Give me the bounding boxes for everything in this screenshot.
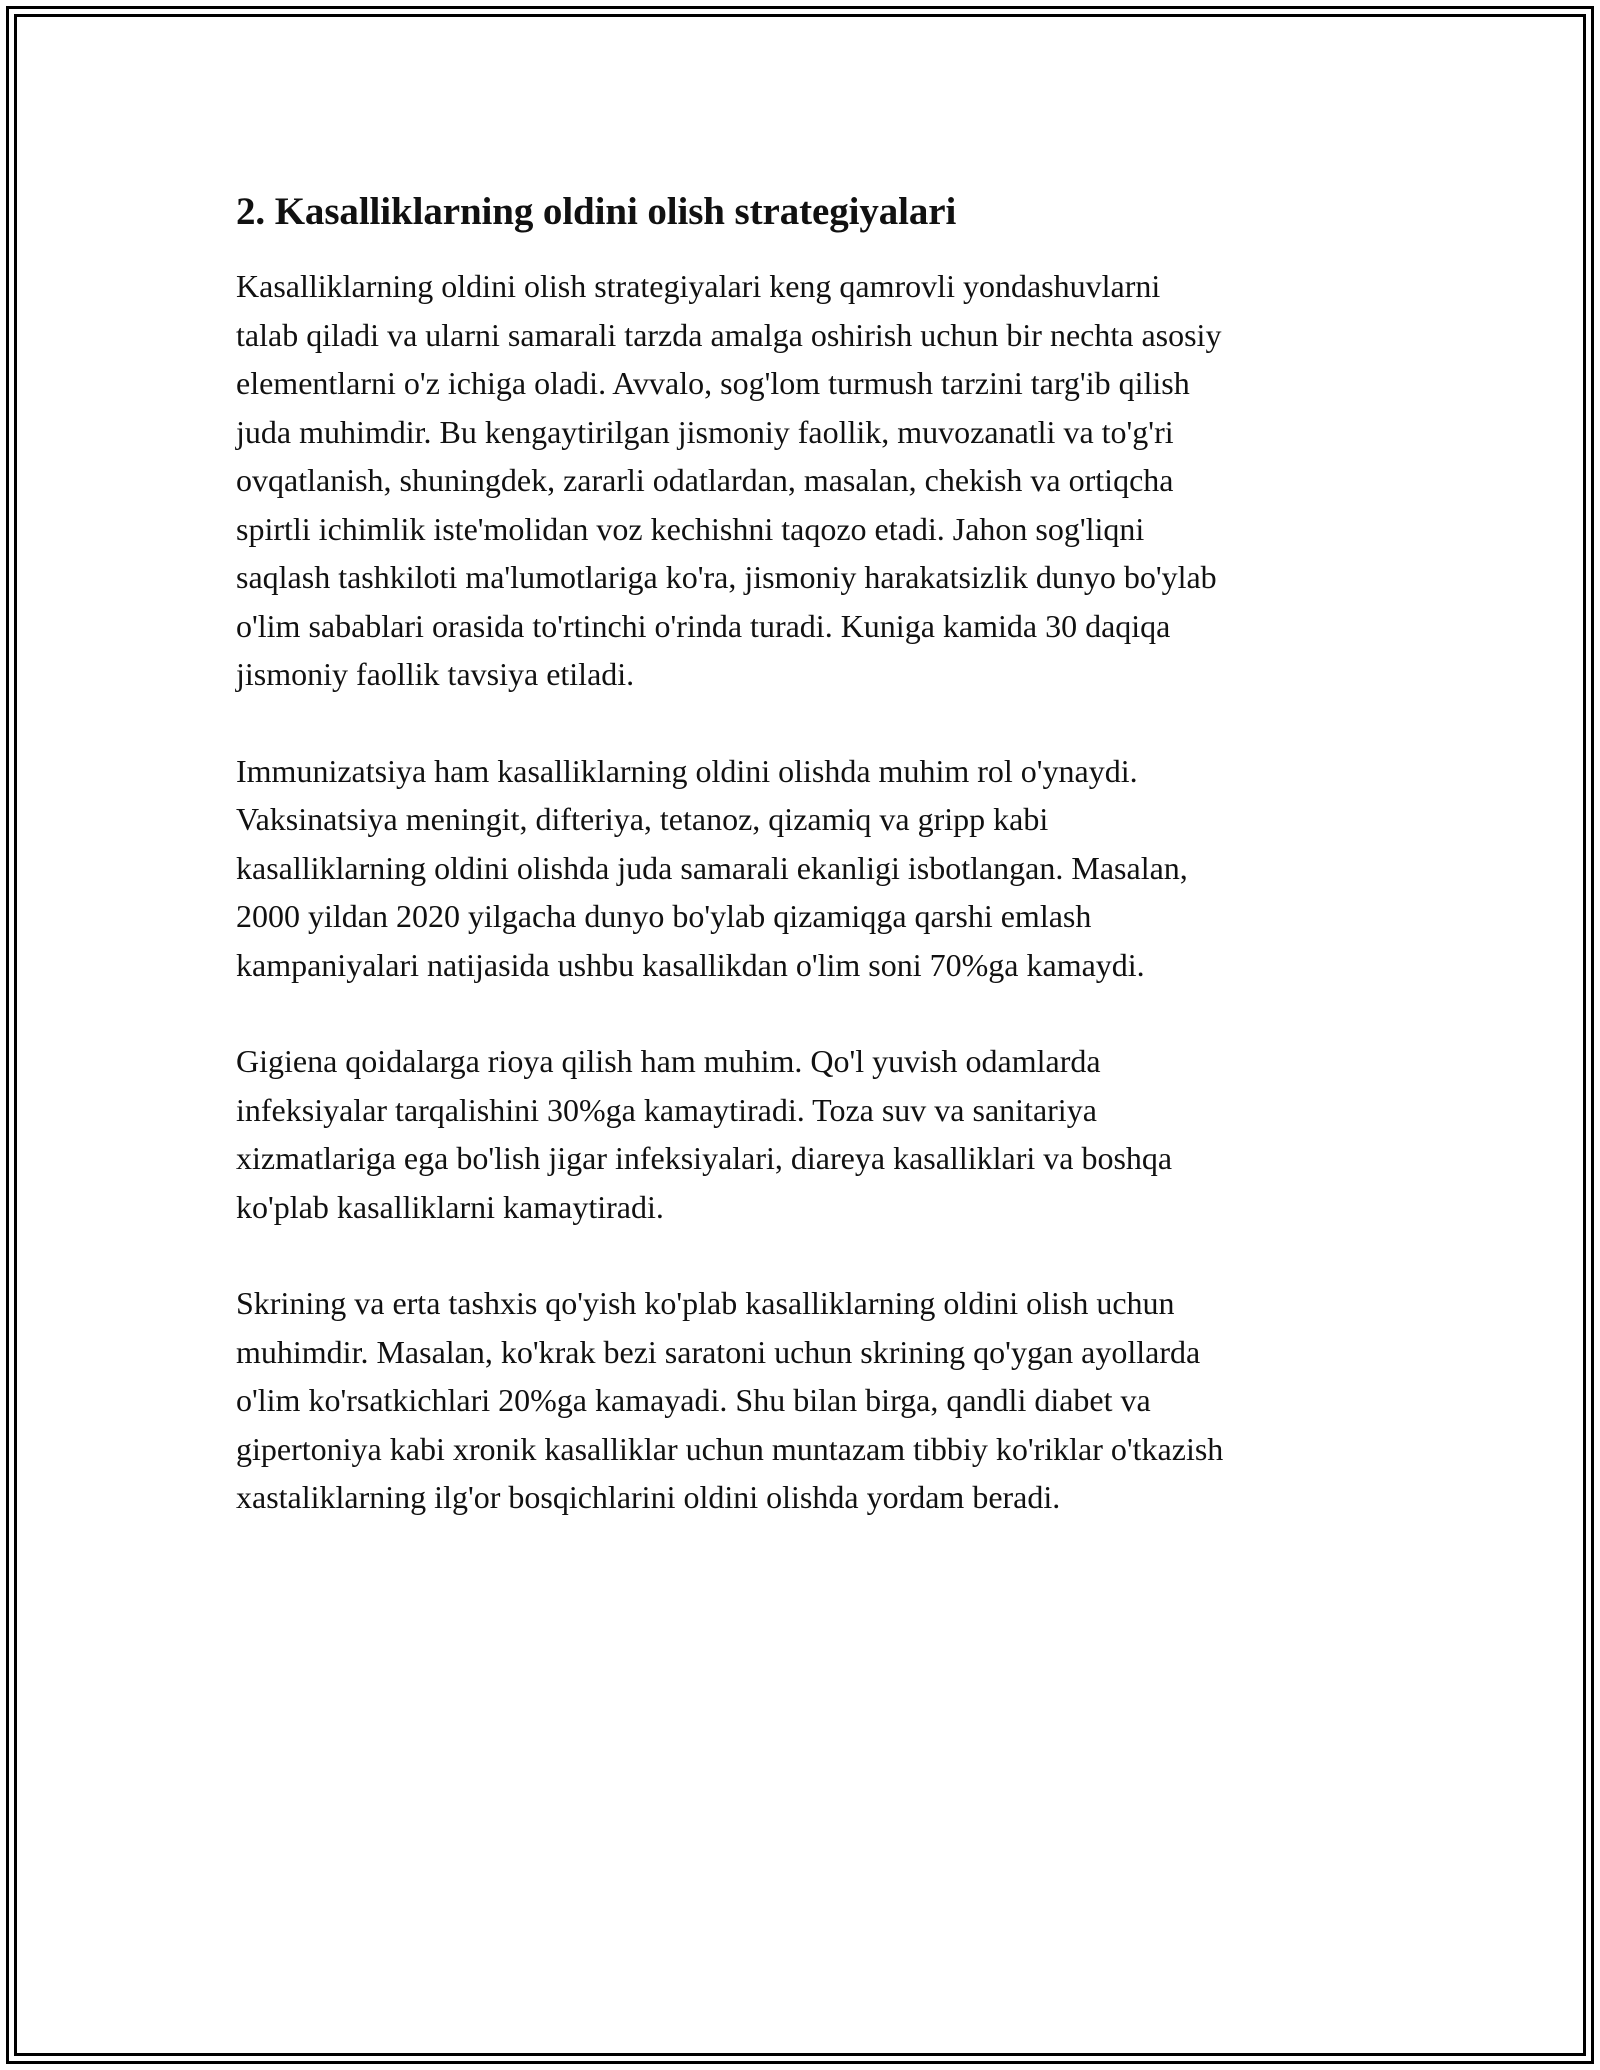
- paragraph-line: Immunizatsiya ham kasalliklarning oldini olishda muhim rol o'ynaydi.: [236, 752, 1138, 789]
- paragraph-line: muhimdir. Masalan, ko'krak bezi saratoni uchun skrining qo'ygan ayollarda: [236, 1333, 1201, 1370]
- paragraph-healthy-lifestyle: [236, 262, 1376, 699]
- paragraph-line: xastaliklarning ilg'or bosqichlarini oldini olishda yordam beradi.: [236, 1479, 1061, 1515]
- paragraph-line: jismoniy faollik tavsiya etiladi.: [236, 656, 635, 692]
- paragraph-screening: [236, 1279, 1376, 1522]
- paragraph-line: o'lim ko'rsatkichlari 20%ga kamayadi. Shu bilan birga, qandli diabet va: [236, 1382, 1151, 1418]
- paragraph-hygiene: [236, 1037, 1376, 1231]
- section-heading: 2. Kasalliklarning oldini olish strategiyalari: [236, 190, 957, 233]
- paragraph-line: juda muhimdir. Bu kengaytirilgan jismoniy faollik, muvozanatli va to'g'ri: [236, 413, 1174, 450]
- paragraph-line: Kasalliklarning oldini olish strategiyalari keng qamrovli yondashuvlarni: [236, 268, 1161, 304]
- paragraph-line: infeksiyalar tarqalishini 30%ga kamaytiradi. Toza suv va sanitariya: [236, 1091, 1097, 1128]
- paragraph-immunization: [236, 747, 1376, 990]
- paragraph-line: elementlarni o'z ichiga oladi. Avvalo, sog'lom turmush tarzini targ'ib qilish: [236, 365, 1190, 401]
- paragraph-line: o'lim sabablari orasida to'rtinchi o'rinda turadi. Kuniga kamida 30 daqiqa: [236, 607, 1171, 644]
- paragraph-line: kasalliklarning oldini olishda juda samarali ekanligi isbotlangan. Masalan,: [236, 849, 1188, 886]
- paragraph-line: gipertoniya kabi xronik kasalliklar uchun muntazam tibbiy ko'riklar o'tkazish: [236, 1430, 1224, 1467]
- paragraph-line: kampaniyalari natijasida ushbu kasallikdan o'lim soni 70%ga kamaydi.: [236, 946, 1145, 983]
- paragraph-line: Gigiena qoidalarga rioya qilish ham muhim. Qo'l yuvish odamlarda: [236, 1043, 1101, 1079]
- paragraph-line: Skrining va erta tashxis qo'yish ko'plab kasalliklarning oldini olish uchun: [236, 1285, 1175, 1321]
- paragraph-line: Vaksinatsiya meningit, difteriya, tetanoz, qizamiq va gripp kabi: [236, 801, 1049, 837]
- paragraph-line: 2000 yildan 2020 yilgacha dunyo bo'ylab qizamiqga qarshi emlash: [236, 898, 1092, 934]
- paragraph-line: spirtli ichimlik iste'molidan voz kechishni taqozo etadi. Jahon sog'liqni: [236, 510, 1145, 547]
- paragraph-line: ko'plab kasalliklarni kamaytiradi.: [236, 1188, 664, 1225]
- document-body: [236, 186, 1376, 1570]
- paragraph-line: talab qiladi va ularni samarali tarzda amalga oshirish uchun bir nechta asosiy: [236, 316, 1222, 353]
- paragraph-line: xizmatlariga ega bo'lish jigar infeksiyalari, diareya kasalliklari va boshqa: [236, 1140, 1173, 1176]
- paragraph-line: saqlash tashkiloti ma'lumotlariga ko'ra, jismoniy harakatsizlik dunyo bo'ylab: [236, 559, 1217, 595]
- paragraph-line: ovqatlanish, shuningdek, zararli odatlardan, masalan, chekish va ortiqcha: [236, 462, 1174, 498]
